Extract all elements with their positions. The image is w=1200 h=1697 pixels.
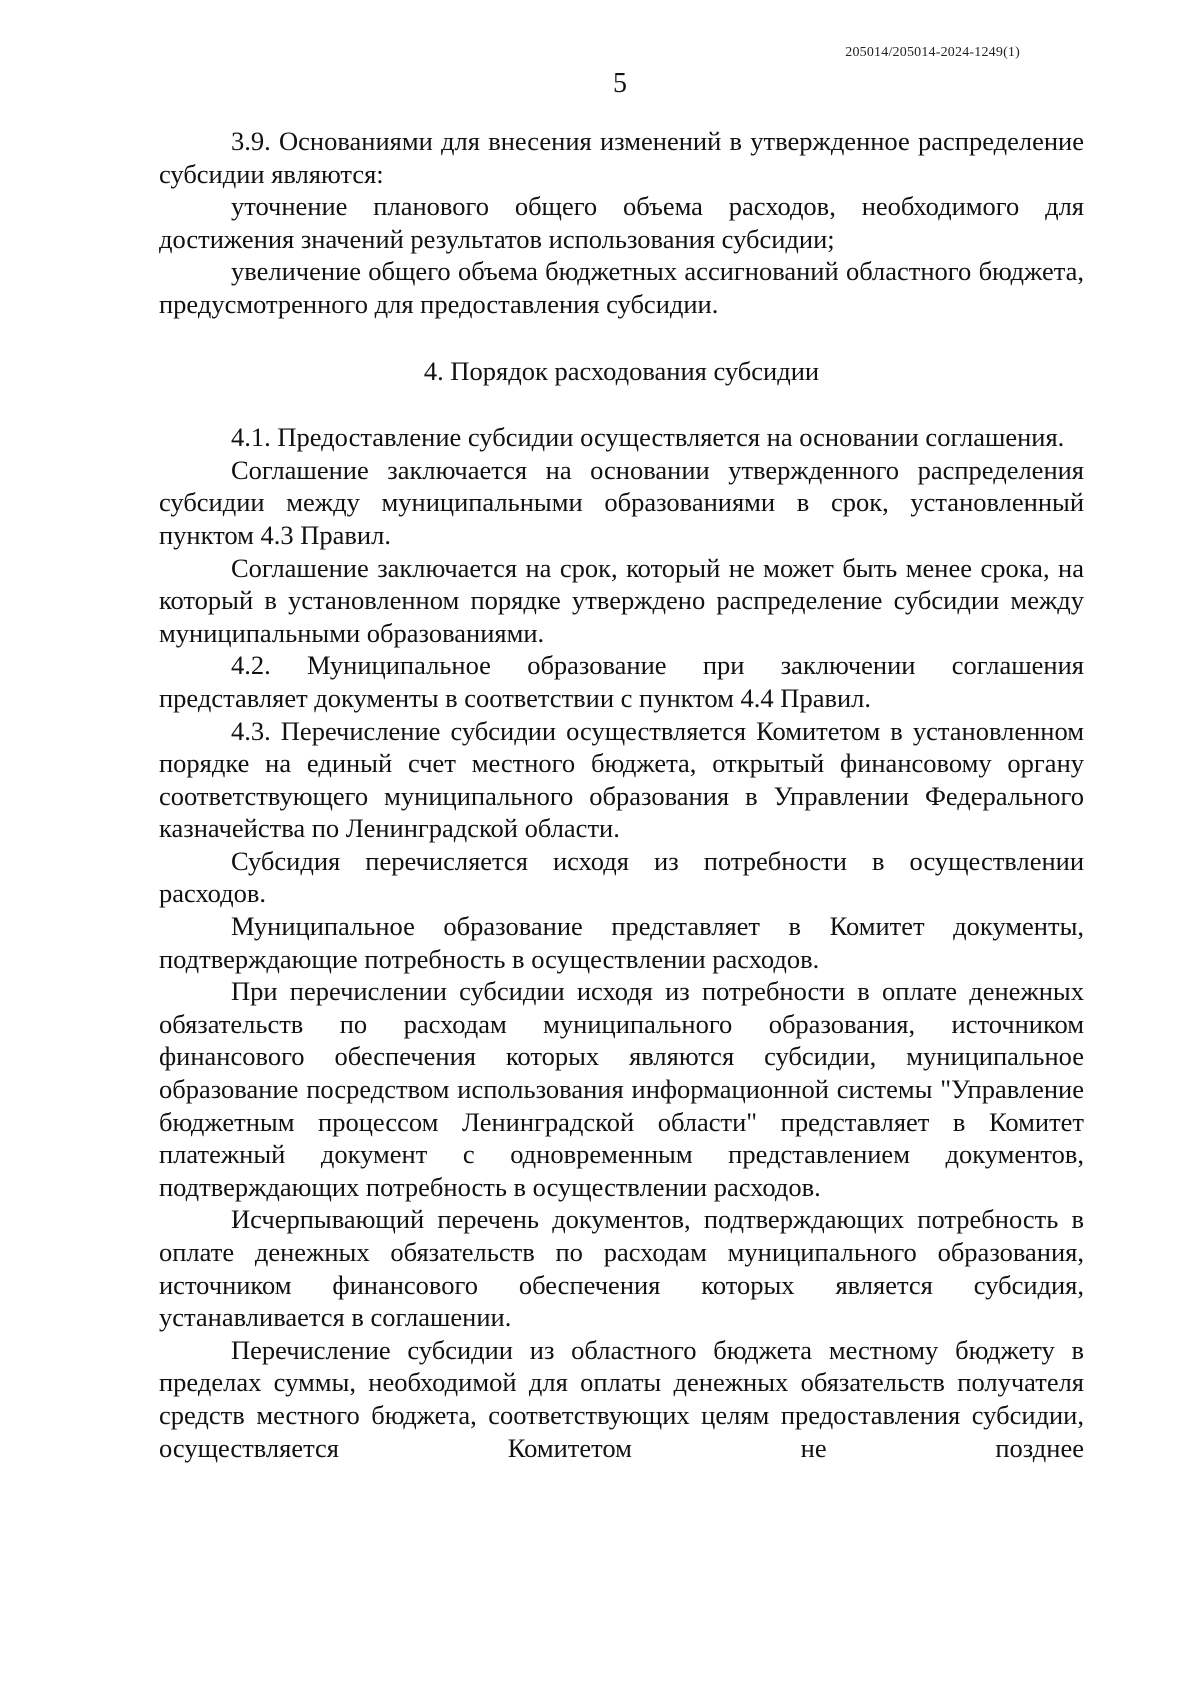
paragraph-4-3: 4.3. Перечисление субсидии осуществляется Комитетом в установленном порядке на единый счет местного бюджета, открытый финансовому органу соответствующего муниципального образования в Управлении Федерального казначейства по Ленинградской области. [159, 715, 1084, 844]
paragraph-4-3-documents: Муниципальное образование представляет в Комитет документы, подтверждающие потребность в осуществлении расходов. [159, 911, 1084, 974]
page-number: 5 [613, 68, 627, 99]
paragraph-4-1: 4.1. Предоставление субсидии осуществляется на основании соглашения. [231, 422, 1065, 453]
paragraph-3-9-item-2: увеличение общего объема бюджетных ассигнований областного бюджета, предусмотренного для предоставления субсидии. [159, 256, 1084, 319]
paragraph-4-3-payment-procedure: При перечислении субсидии исходя из потребности в оплате денежных обязательств по расходам муниципального образования, источником финансового обеспечения которых являются субсидии, муниципальное образование посредством использования информационной системы "Управление бюджетным процессом Ленинградской области" представляет в Комитет платежный документ с одновременным представлением документов, подтверждающих потребность в осуществлении расходов. [159, 976, 1084, 1202]
paragraph-3-9: 3.9. Основаниями для внесения изменений в утвержденное распределение субсидии являются: [159, 126, 1084, 189]
paragraph-4-3-need: Субсидия перечисляется исходя из потребности в осуществлении расходов. [159, 845, 1084, 909]
section-4-heading: 4. Порядок расходования субсидии [423, 355, 820, 386]
paragraph-3-9-item-1: уточнение планового общего объема расходов, необходимого для достижения значений результатов использования субсидии; [159, 191, 1084, 254]
paragraph-4-2: 4.2. Муниципальное образование при заключении соглашения представляет документы в соответствии с пунктом 4.4 Правил. [159, 650, 1084, 713]
paragraph-4-3-document-list: Исчерпывающий перечень документов, подтверждающих потребность в оплате денежных обязательств по расходам муниципального образования, источником финансового обеспечения которых является субсидия, устанавливается в соглашении. [159, 1204, 1084, 1333]
document-id: 205014/205014-2024-1249(1) [845, 45, 1020, 60]
paragraph-4-3-transfer-deadline: Перечисление субсидии из областного бюджета местному бюджету в пределах суммы, необходимой для оплаты денежных обязательств получателя средств местного бюджета, соответствующих целям предоставления субсидии, осуществляется Комитетом не позднее [159, 1334, 1084, 1463]
document-body [159, 125, 1084, 1464]
paragraph-4-1-agreement-basis: Соглашение заключается на основании утвержденного распределения субсидии между муниципальными образованиями в срок, установленный пунктом 4.3 Правил. [159, 454, 1084, 550]
paragraph-4-1-agreement-term: Соглашение заключается на срок, который не может быть менее срока, на который в установленном порядке утверждено распределение субсидии между муниципальными образованиями. [159, 552, 1084, 648]
